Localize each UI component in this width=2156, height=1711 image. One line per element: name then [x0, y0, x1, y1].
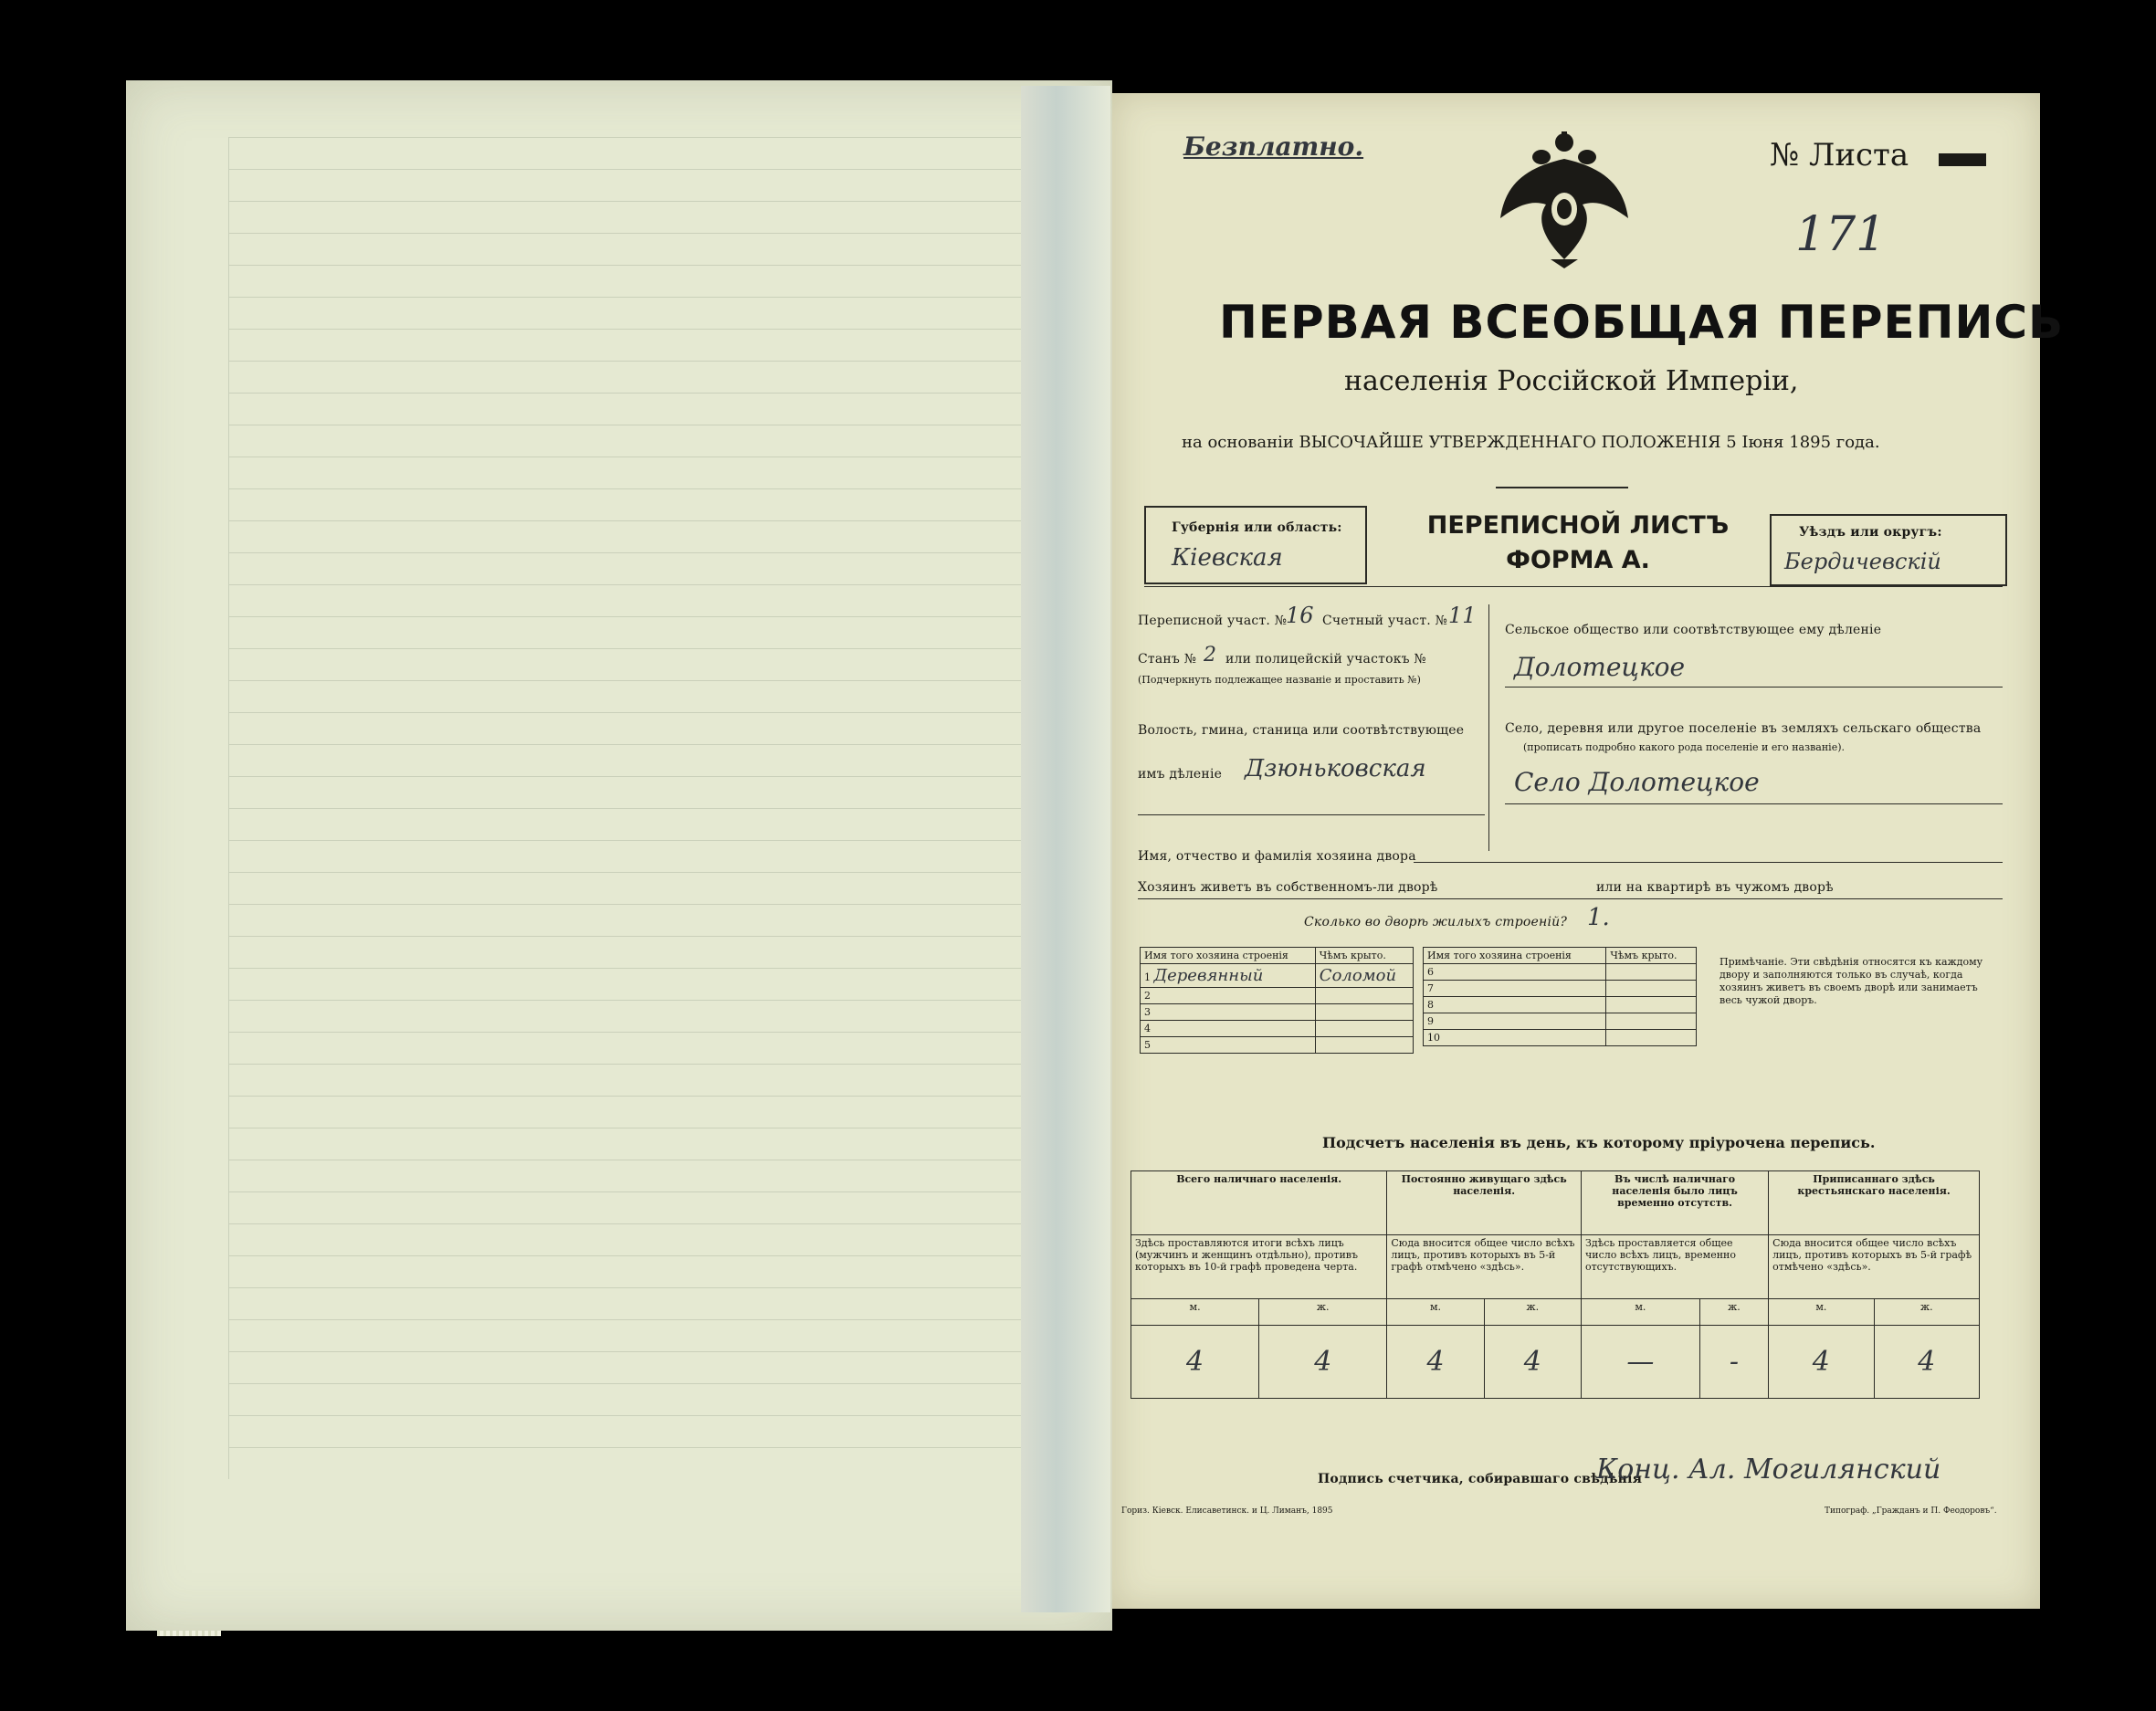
sheet-number-value: 171 [1795, 207, 1887, 262]
guberniya-value: Кіевская [1172, 544, 1283, 572]
selo-note: (прописать подробно какого рода поселеніе и его названіе). [1523, 741, 1845, 753]
count-male: 4 [1131, 1326, 1259, 1399]
col-roof: Чѣмъ крыто. [1606, 948, 1697, 964]
signature-value: Конц. Ал. Могилянский [1596, 1454, 1941, 1485]
female-label: ж. [1259, 1299, 1387, 1326]
lives-label: Хозяинъ живетъ въ собственномъ-ли дворѣ [1138, 880, 1438, 895]
uchastok-label: Переписной участ. № [1138, 614, 1288, 628]
obshchestvo-rule [1505, 687, 2003, 688]
col-owner: Имя того хозяина строенія [1424, 948, 1606, 964]
volost-label: Волость, гмина, станица или соотвѣтствующее [1138, 723, 1465, 738]
count-female: 4 [1259, 1326, 1387, 1399]
male-label: м. [1769, 1299, 1874, 1326]
row-number: 5 [1141, 1037, 1316, 1054]
left-page-ghost-grid [228, 137, 1065, 1479]
row-number: 1 [1144, 971, 1151, 983]
footer-left: Гориз. Кіевск. Елисаветинск. и Ц. Лиманъ, 1895 [1121, 1506, 1333, 1516]
buildings-value: 1. [1587, 904, 1610, 931]
book-gutter [1021, 86, 1110, 1612]
group-desc: Сюда вносится общее число всѣхъ лицъ, противъ которыхъ въ 5-й графѣ отмѣчено «здѣсь». [1769, 1235, 1980, 1299]
group-title: Въ числѣ наличнаго населенія было лицъ временно отсутств. [1581, 1171, 1768, 1235]
guberniya-label: Губернія или область: [1172, 520, 1342, 535]
row-number: 4 [1141, 1021, 1316, 1037]
schetny-value: 11 [1448, 603, 1477, 628]
row-number: 3 [1141, 1004, 1316, 1021]
lives-label-2: или на квартирѣ въ чужомъ дворѣ [1596, 880, 1834, 895]
row-number: 9 [1424, 1013, 1606, 1030]
male-label: м. [1581, 1299, 1699, 1326]
col-roof: Чѣмъ крыто. [1315, 948, 1413, 964]
count-male: — [1581, 1326, 1699, 1399]
volost-value: Дзюньковская [1245, 755, 1426, 782]
form-title: ПЕРВАЯ ВСЕОБЩАЯ ПЕРЕПИСЬ [1219, 296, 2065, 349]
row-number: 2 [1141, 988, 1316, 1004]
uezd-label: Уѣздъ или округъ: [1799, 525, 1942, 540]
uezd-box [1770, 514, 2007, 586]
ornament-divider [1496, 487, 1628, 488]
count-female: - [1699, 1326, 1768, 1399]
group-title: Приписаннаго здѣсь крестьянскаго населенія. [1769, 1171, 1980, 1235]
count-male: 4 [1769, 1326, 1874, 1399]
form-center-title: ПЕРЕПИСНОЙ ЛИСТЪ [1426, 511, 1730, 540]
count-female: 4 [1874, 1326, 1979, 1399]
footer-right: Типограф. „Гражданъ и П. Феодоровъ“. [1825, 1506, 1997, 1516]
female-label: ж. [1874, 1299, 1979, 1326]
signature-label: Подпись счетчика, собиравшаго свѣдѣнія [1318, 1472, 1643, 1486]
field-divider [1488, 604, 1489, 851]
count-female: 4 [1484, 1326, 1581, 1399]
male-label: м. [1387, 1299, 1484, 1326]
group-title: Постоянно живущаго здѣсь населенія. [1387, 1171, 1582, 1235]
group-desc: Здѣсь проставляется общее число всѣхъ лицъ, временно отсутствующихъ. [1581, 1235, 1768, 1299]
buildings-note: Примѣчаніе. Эти свѣдѣнія относятся къ каждому двору и заполняются только въ случаѣ, когда хозяинъ живетъ въ своемъ дворѣ или занимаетъ весь чужой дворъ. [1720, 956, 1983, 1006]
uchastok-value: 16 [1286, 603, 1314, 628]
header-rule [1144, 586, 2003, 587]
owner-rule [1414, 862, 2003, 863]
group-desc: Сюда вносится общее число всѣхъ лицъ, противъ которыхъ въ 5-й графѣ отмѣчено «здѣсь». [1387, 1235, 1582, 1299]
row-number: 7 [1424, 981, 1606, 997]
row-number: 10 [1424, 1030, 1606, 1046]
stan-note: (Подчеркнуть подлежащее названіе и проставить №) [1138, 674, 1421, 686]
imperial-eagle-icon [1496, 131, 1633, 268]
uezd-value: Бердичевскій [1784, 549, 1941, 574]
buildings-label: Сколько во дворѣ жилыхъ строеній? [1304, 915, 1568, 929]
sheet-number-stamp [1939, 153, 1986, 166]
selo-rule [1505, 803, 2003, 804]
selo-value: Село Долотецкое [1514, 767, 1760, 797]
legal-basis: на основаніи ВЫСОЧАЙШЕ УТВЕРЖДЕННАГО ПОЛОЖЕНІЯ 5 Іюня 1895 года. [1182, 433, 1880, 452]
schetny-label: Счетный участ. № [1322, 614, 1448, 628]
free-label: Безплатно. [1183, 131, 1364, 162]
sheet-number-label: № Листа [1770, 137, 1909, 173]
guberniya-box [1144, 506, 1367, 584]
buildings-table-right [1423, 947, 1697, 1046]
form-subtitle: населенія Россійской Имперіи, [1344, 365, 1799, 397]
roof-type: Соломой [1315, 964, 1413, 988]
census-form-page [1112, 93, 2065, 1609]
group-title: Всего наличнаго населенія. [1131, 1171, 1387, 1235]
obshchestvo-label: Сельское общество или соотвѣтствующее ему дѣленіе [1505, 623, 1882, 637]
female-label: ж. [1484, 1299, 1581, 1326]
stan-label: Станъ № [1138, 652, 1197, 667]
male-label: м. [1131, 1299, 1259, 1326]
form-center-subtitle: ФОРМА А. [1506, 546, 1650, 574]
group-desc: Здѣсь проставляются итоги всѣхъ лицъ (мужчинъ и женщинъ отдѣльно), противъ которыхъ въ 10-й графѣ проведена черта. [1131, 1235, 1387, 1299]
volost-label-2: имъ дѣленіе [1138, 767, 1223, 782]
lives-rule [1138, 898, 2003, 899]
buildings-table-left [1140, 947, 1414, 1054]
population-heading: Подсчетъ населенія въ день, къ которому пріурочена перепись. [1322, 1134, 1876, 1151]
population-table [1131, 1170, 1980, 1399]
owner-label: Имя, отчество и фамилія хозяина двора [1138, 849, 1416, 864]
stan-rest: или полицейскій участокъ № [1225, 652, 1426, 667]
row-number: 8 [1424, 997, 1606, 1013]
obshchestvo-value: Долотецкое [1514, 652, 1686, 682]
female-label: ж. [1699, 1299, 1768, 1326]
selo-label: Село, деревня или другое поселеніе въ земляхъ сельскаго общества [1505, 721, 1982, 736]
building-type: Деревянный [1153, 966, 1264, 985]
count-male: 4 [1387, 1326, 1484, 1399]
stan-value: 2 [1204, 644, 1216, 667]
row-number: 6 [1424, 964, 1606, 981]
volost-rule [1138, 814, 1485, 815]
col-owner: Имя того хозяина строенія [1141, 948, 1316, 964]
